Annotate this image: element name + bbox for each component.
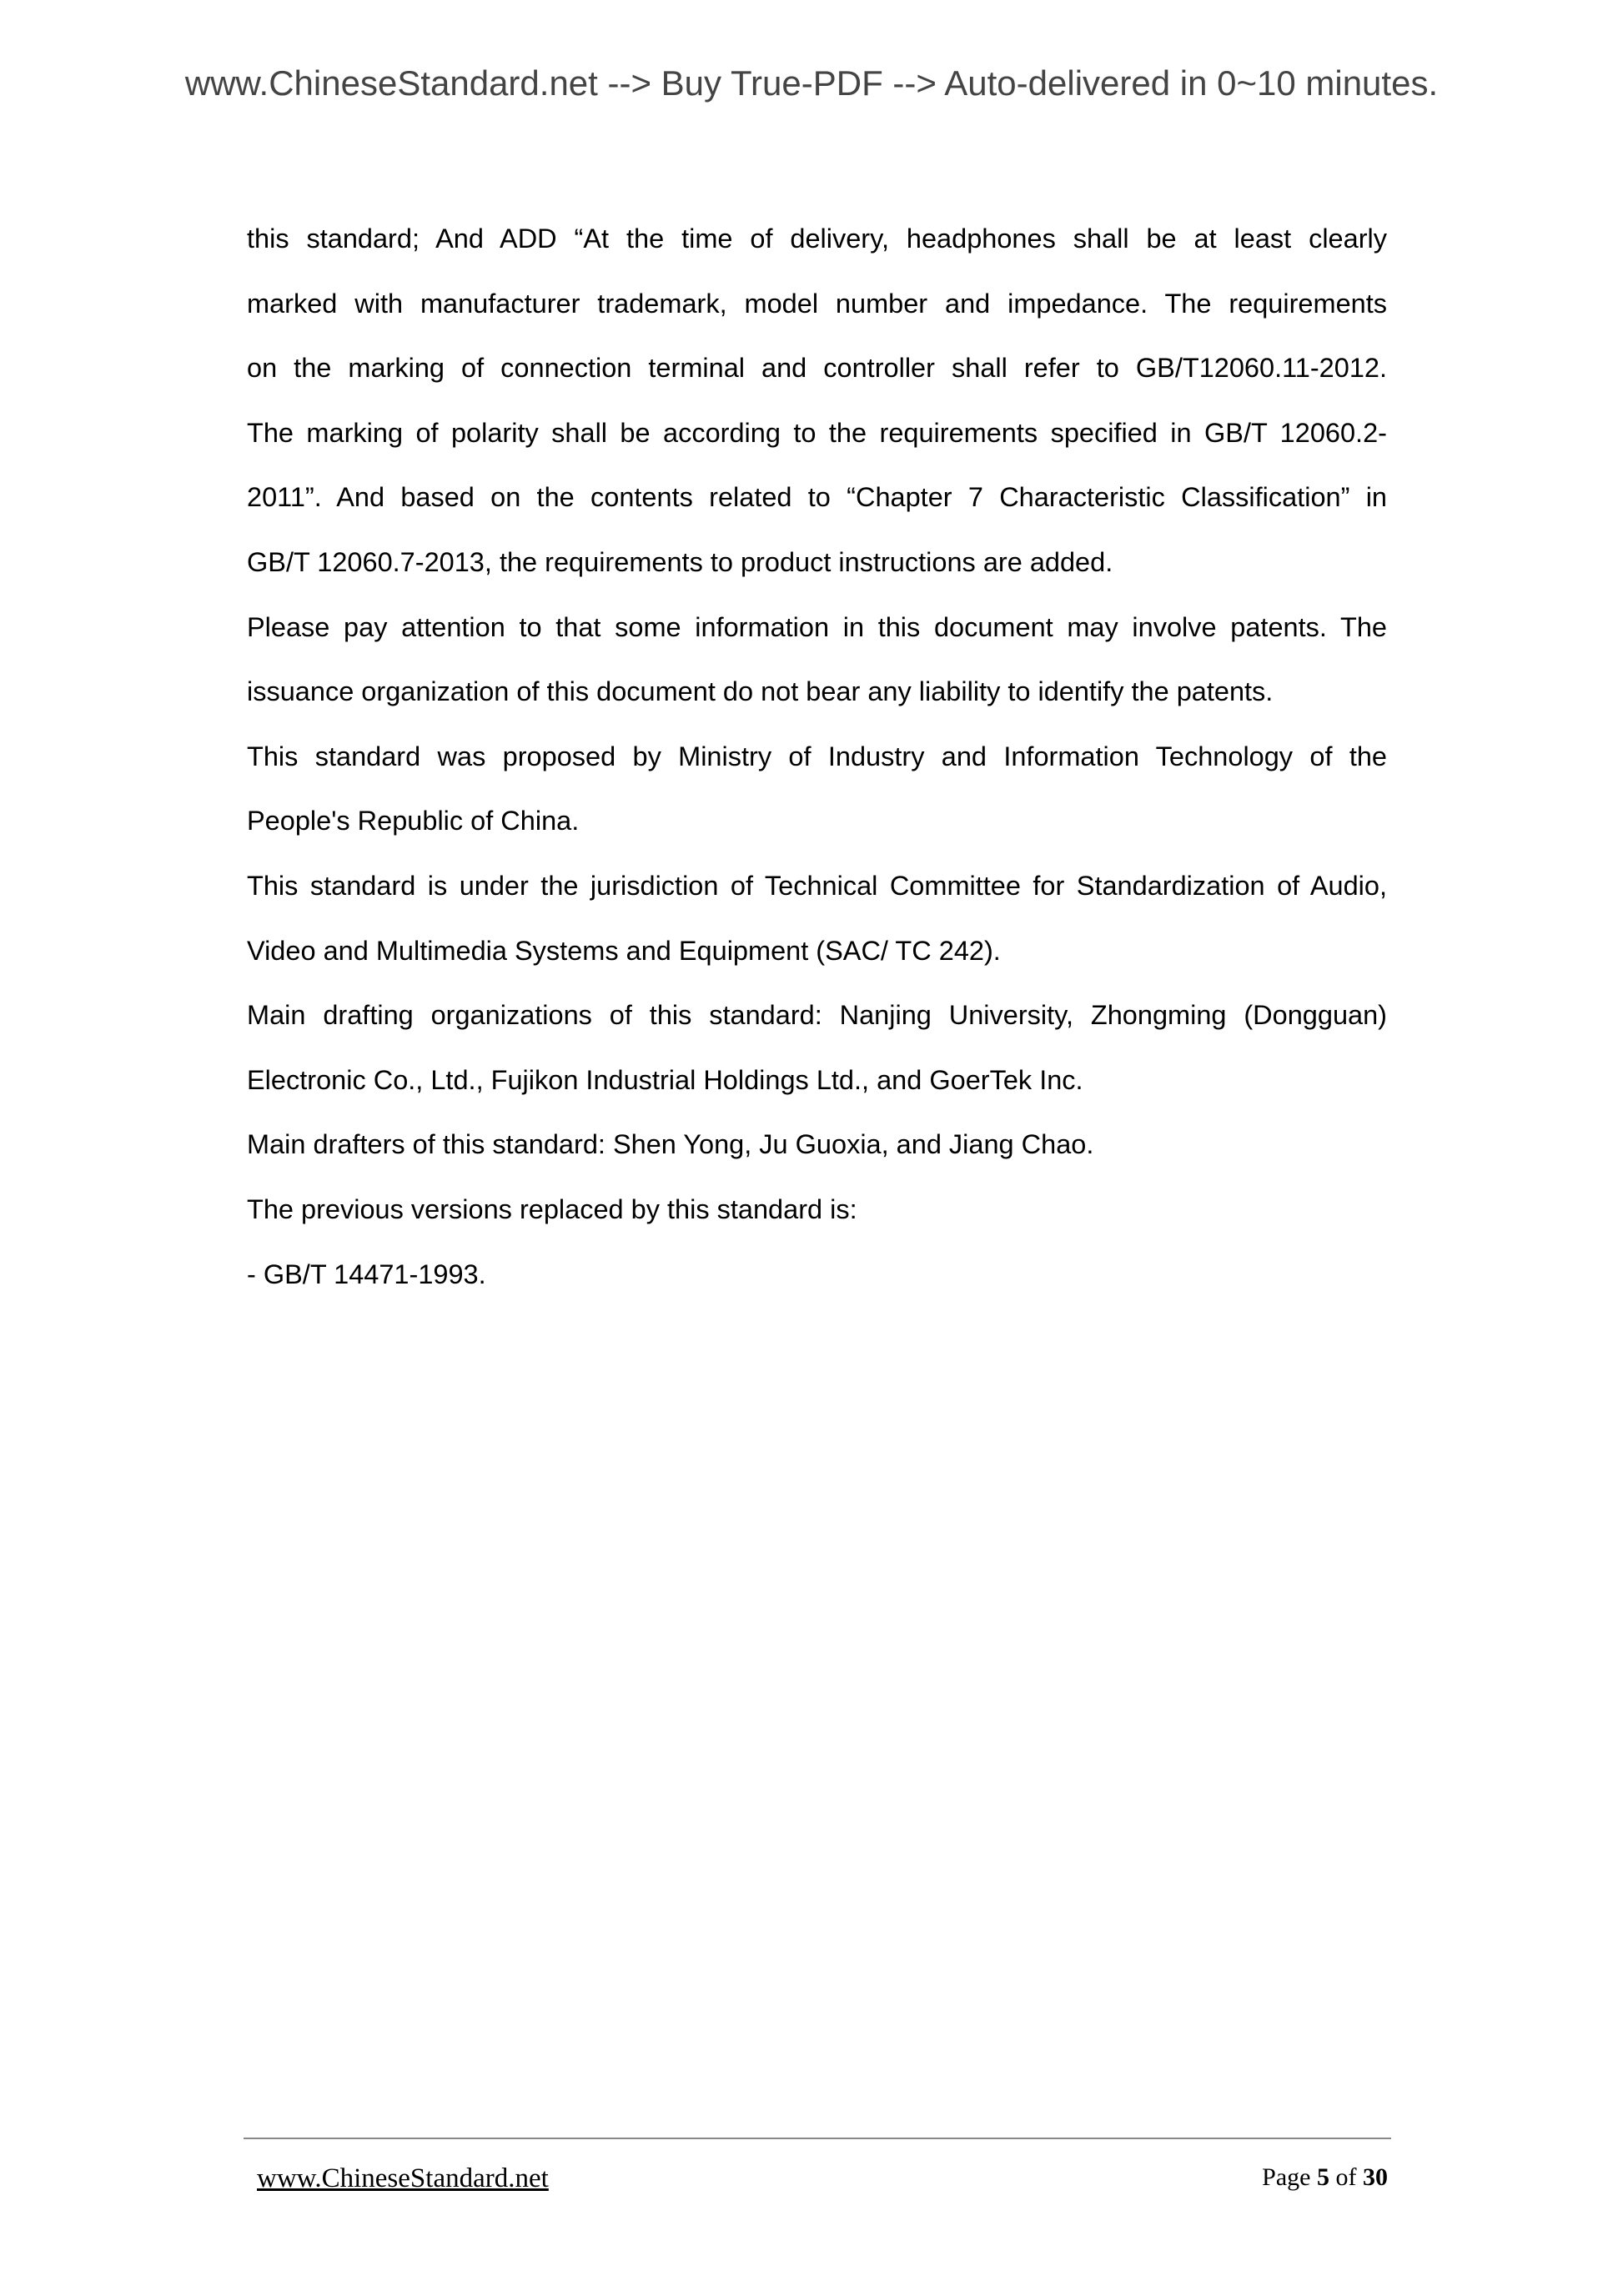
body-text-line: This standard is under the jurisdiction of Technical Committee for Standardization of Audio, [247, 870, 1387, 901]
page-header-banner: www.ChineseStandard.net --> Buy True-PDF --> Auto-delivered in 0~10 minutes. [184, 63, 1439, 103]
body-text-line: This standard was proposed by Ministry of Industry and Information Technology of the [247, 741, 1387, 771]
body-text-line: The previous versions replaced by this standard is: [247, 1193, 857, 1224]
footer-divider [244, 2138, 1391, 2139]
page-of: of [1335, 2163, 1357, 2191]
page-total: 30 [1363, 2163, 1388, 2191]
page-prefix: Page [1262, 2163, 1311, 2191]
body-text-line: this standard; And ADD “At the time of delivery, headphones shall be at least clearly [247, 224, 1387, 254]
body-text-line: Electronic Co., Ltd., Fujikon Industrial Holdings Ltd., and GoerTek Inc. [247, 1064, 1083, 1095]
body-text-line: The marking of polarity shall be according to the requirements specified in GB/T 12060.2- [247, 417, 1387, 448]
page-number [1262, 2163, 1388, 2192]
body-text-line: Please pay attention to that some information in this document may involve patents. The [247, 611, 1387, 642]
body-text-line: Video and Multimedia Systems and Equipment (SAC/ TC 242). [247, 935, 1001, 966]
body-text-line: GB/T 12060.7-2013, the requirements to product instructions are added. [247, 546, 1113, 577]
body-text-line: Main drafters of this standard: Shen Yong, Ju Guoxia, and Jiang Chao. [247, 1129, 1094, 1160]
body-text-line: 2011”. And based on the contents related to “Chapter 7 Characteristic Classification” in [247, 482, 1387, 513]
body-text-line: - GB/T 14471-1993. [247, 1259, 486, 1289]
body-text-line: on the marking of connection terminal and controller shall refer to GB/T12060.11-2012. [247, 353, 1387, 384]
page-current: 5 [1317, 2163, 1329, 2191]
body-text-line: issuance organization of this document do not bear any liability to identify the patents. [247, 676, 1274, 707]
body-text-line: Main drafting organizations of this standard: Nanjing University, Zhongming (Dongguan) [247, 1000, 1387, 1031]
body-text-line: People's Republic of China. [247, 806, 580, 837]
document-body [247, 215, 1387, 1315]
footer-website-link[interactable]: www.ChineseStandard.net [257, 2163, 549, 2193]
body-text-line: marked with manufacturer trademark, model number and impedance. The requirements [247, 288, 1387, 319]
